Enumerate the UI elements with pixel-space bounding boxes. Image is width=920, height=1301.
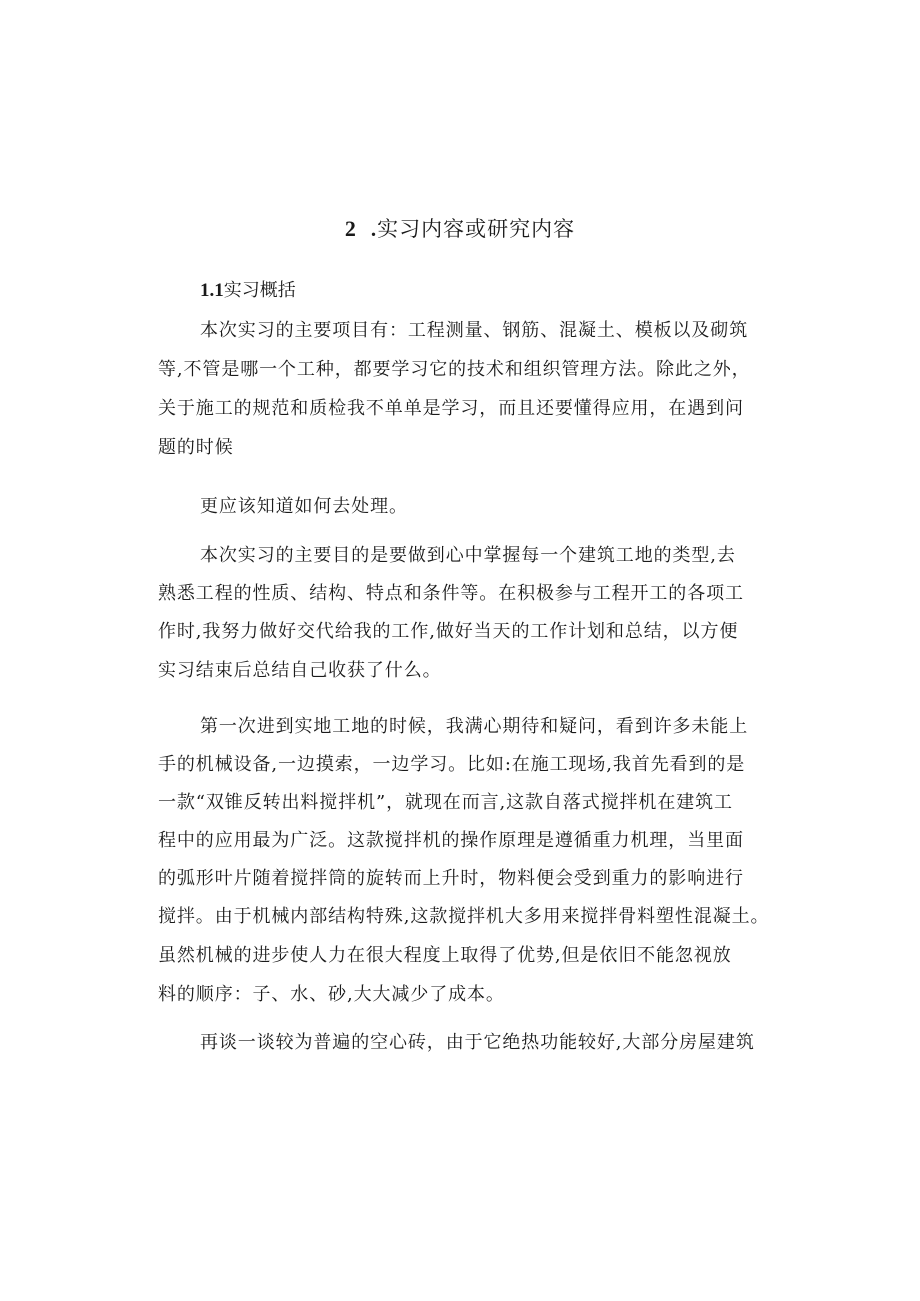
text-line: 的弧形叶片随着搅拌筒的旋转而上升时，物料便会受到重力的影响进行	[158, 868, 744, 889]
text-line: 程中的应用最为广泛。这款搅拌机的操作原理是遵循重力机理，当里面	[158, 830, 744, 851]
text-line: 一款“双锥反转出料搅拌机”，就现在而言,这款自落式搅拌机在建筑工	[158, 792, 733, 813]
text-line: 手的机械设备,一边摸索，一边学习。比如:在施工现场,我首先看到的是	[158, 754, 746, 775]
chapter-heading	[0, 213, 920, 245]
chapter-number: 2	[344, 216, 357, 241]
chapter-title: 实习内容或研究内容	[377, 217, 576, 241]
section-title: 实习概括	[223, 280, 296, 301]
text-line: 熟悉工程的性质、结构、特点和条件等。在积极参与工程开工的各项工	[158, 583, 744, 604]
text-line: 等,不管是哪一个工种，都要学习它的技术和组织管理方法。除此之外，	[158, 359, 751, 380]
text-line: 实习结束后总结自己收获了什么。	[158, 660, 442, 681]
text-line: 题的时候	[158, 437, 234, 458]
text-line: 料的顺序：子、水、砂,大大减少了成本。	[158, 984, 505, 1005]
text-line: 再谈一谈较为普遍的空心砖，由于它绝热功能较好,大部分房屋建筑	[200, 1032, 755, 1053]
text-line: 关于施工的规范和质检我不单单是学习，而且还要懂得应用，在遇到问	[158, 398, 744, 419]
text-line: 作时,我努力做好交代给我的工作,做好当天的工作计划和总结，以方便	[158, 621, 739, 642]
text-line: 虽然机械的进步使人力在很大程度上取得了优势,但是依旧不能忽视放	[158, 945, 732, 966]
text-line: 本次实习的主要项目有：工程测量、钢筋、混凝土、模板以及砌筑	[200, 320, 749, 341]
text-line: 搅拌。由于机械内部结构特殊,这款搅拌机大多用来搅拌骨料塑性混凝土。	[158, 906, 770, 927]
section-heading	[200, 276, 296, 306]
section-number: 1.1	[200, 280, 224, 301]
chapter-dot: .	[370, 217, 378, 241]
text-line: 第一次进到实地工地的时候，我满心期待和疑问，看到许多未能上	[200, 716, 749, 737]
text-line: 本次实习的主要目的是要做到心中掌握每一个建筑工地的类型,去	[200, 545, 736, 566]
text-line: 更应该知道如何去处理。	[200, 496, 408, 517]
